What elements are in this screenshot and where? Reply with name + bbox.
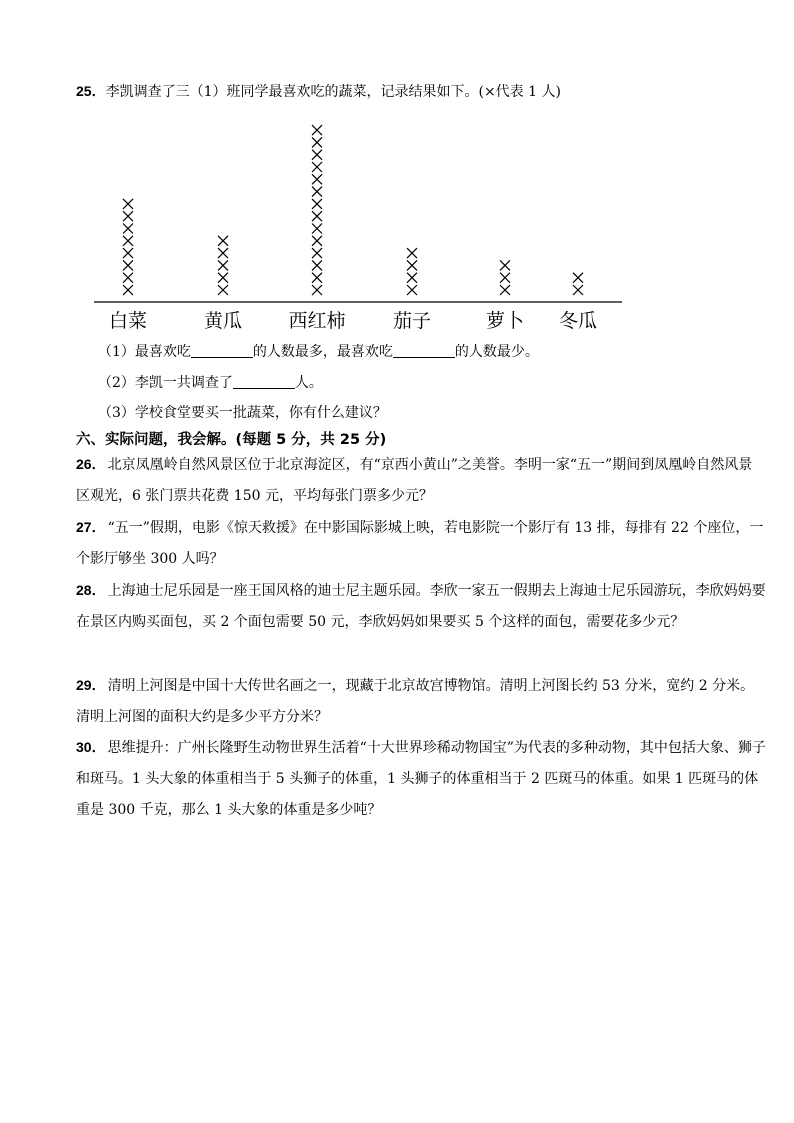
cross-mark (312, 211, 322, 221)
subquestion-1-text-a: （1）最喜欢吃 (98, 344, 191, 360)
cross-mark (312, 187, 322, 197)
vegetable-pictograph (90, 108, 630, 340)
cross-mark (312, 224, 322, 234)
question-number: 28． (76, 582, 106, 598)
cross-mark (312, 199, 322, 209)
question-text: 思维提升：广州长隆野生动物世界生活着“十大世界珍稀动物国宝”为代表的多种动物，其中包括大象、狮子和斑马。1 头大象的体重相当于 5 头狮子的体重，1 头狮子的体重相当于 2 匹斑马的体重。如果 1 匹斑马的体重是 300 千克，那么 1 头大象的体重是多少吨？ (76, 740, 766, 818)
subquestion-3-text: （3）学校食堂要买一批蔬菜，你有什么建议？ (98, 405, 387, 421)
subquestion-1-text-c: 的人数最少。 (454, 344, 539, 360)
section-6-heading: 六、实际问题，我会解。(每题 5 分，共 25 分) (76, 432, 387, 448)
question-30 (76, 732, 766, 826)
cross-mark (407, 260, 417, 270)
cross-mark (218, 285, 228, 295)
cross-mark (218, 260, 228, 270)
cross-mark (312, 150, 322, 160)
cross-mark (312, 137, 322, 147)
pictograph-column-4 (407, 248, 417, 295)
cross-mark (123, 273, 133, 283)
answer-blank-most[interactable] (191, 343, 253, 358)
category-label: 西红柿 (288, 310, 346, 332)
cross-mark (123, 285, 133, 295)
cross-mark (123, 211, 133, 221)
subquestion-1-text-b: 的人数最多，最喜欢吃 (252, 344, 393, 360)
question-text: 北京凤凰岭自然风景区位于北京海淀区，有“京西小黄山”之美誉。李明一家“五一”期间到凤凰岭自然风景区观光，6 张门票共花费 150 元，平均每张门票多少元？ (76, 457, 753, 504)
cross-mark (407, 285, 417, 295)
cross-mark (312, 273, 322, 283)
pictograph-marks (123, 125, 583, 295)
category-label: 萝卜 (485, 310, 525, 332)
subquestion-2 (98, 373, 323, 393)
cross-mark (312, 236, 322, 246)
cross-mark (123, 236, 133, 246)
pictograph-column-2 (218, 236, 228, 295)
cross-mark (123, 260, 133, 270)
question-number: 26． (76, 456, 106, 472)
cross-mark (573, 285, 583, 295)
cross-mark (500, 273, 510, 283)
question-number: 27． (76, 519, 106, 535)
pictograph-column-3 (312, 125, 322, 295)
category-label: 茄子 (392, 310, 432, 332)
cross-mark (123, 248, 133, 258)
cross-mark (218, 248, 228, 258)
subquestion-2-text-a: （2）李凯一共调查了 (98, 375, 233, 391)
cross-mark (218, 236, 228, 246)
question-number: 30． (76, 739, 106, 755)
subquestion-2-text-b: 人。 (294, 375, 323, 391)
cross-mark (312, 248, 322, 258)
answer-blank-least[interactable] (393, 343, 455, 358)
question-27 (76, 512, 766, 575)
question-28 (76, 575, 766, 638)
question-text: 清明上河图是中国十大传世名画之一，现藏于北京故宫博物馆。清明上河图长约 53 分米，宽约 2 分米。清明上河图的面积大约是多少平方分米？ (76, 678, 755, 725)
question-29 (76, 670, 766, 733)
pictograph-column-5 (500, 260, 510, 295)
pictograph-column-1 (123, 199, 133, 295)
category-label: 冬瓜 (558, 310, 598, 332)
cross-mark (500, 285, 510, 295)
cross-mark (500, 260, 510, 270)
question-text: “五一”假期，电影《惊天救援》在中影国际影城上映，若电影院一个影厅有 13 排，每排有 22 个座位，一个影厅够坐 300 人吗？ (76, 520, 764, 567)
cross-mark (312, 260, 322, 270)
cross-mark (218, 273, 228, 283)
pictograph-column-6 (573, 273, 583, 295)
category-label: 白菜 (108, 310, 148, 332)
cross-mark (312, 125, 322, 135)
answer-blank-total[interactable] (233, 374, 295, 389)
question-26 (76, 449, 766, 512)
question-25 (76, 81, 561, 102)
subquestion-1 (98, 342, 539, 362)
subquestion-3 (98, 403, 387, 423)
cross-mark (312, 174, 322, 184)
cross-mark (407, 248, 417, 258)
category-label: 黄瓜 (203, 310, 243, 332)
category-labels (109, 310, 597, 332)
cross-mark (312, 285, 322, 295)
cross-mark (573, 273, 583, 283)
cross-mark (123, 199, 133, 209)
question-number: 29． (76, 677, 106, 693)
cross-mark (407, 273, 417, 283)
question-text: 李凯调查了三（1）班同学最喜欢吃的蔬菜，记录结果如下。(×代表 1 人) (105, 84, 561, 100)
cross-mark (123, 224, 133, 234)
question-text: 上海迪士尼乐园是一座王国风格的迪士尼主题乐园。李欣一家五一假期去上海迪士尼乐园游玩，李欣妈妈要在景区内购买面包，买 2 个面包需要 50 元，李欣妈妈如果要买 5 个这样的面包，需要花多少元？ (76, 583, 766, 630)
question-number: 25． (76, 83, 106, 99)
cross-mark (312, 162, 322, 172)
